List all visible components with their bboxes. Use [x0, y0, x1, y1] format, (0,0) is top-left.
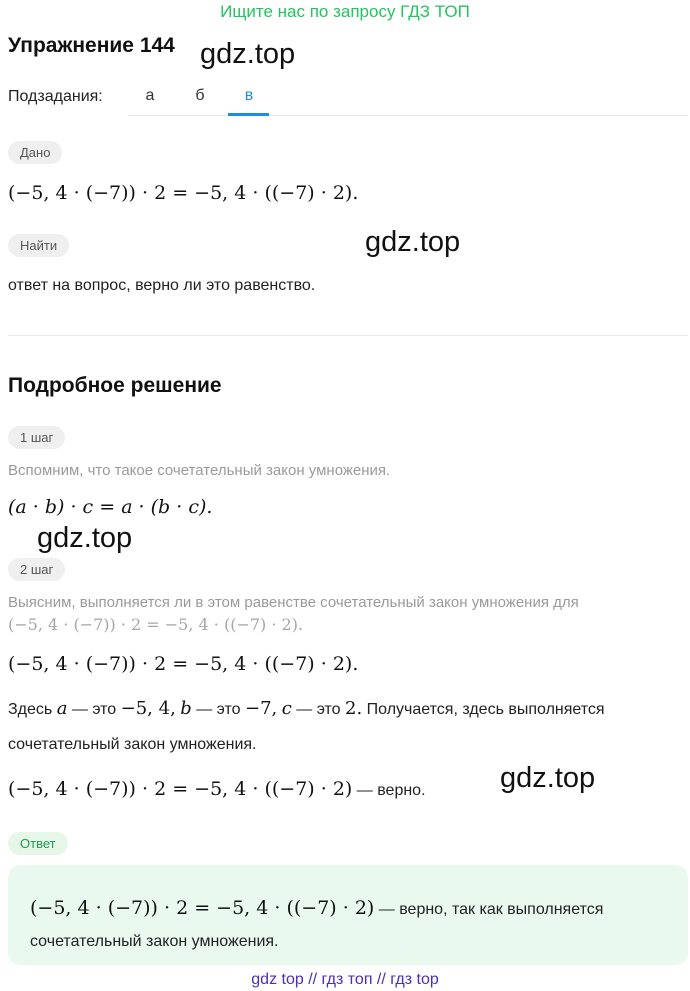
section-divider [8, 335, 688, 336]
explain-part: — это [196, 701, 241, 718]
value-c: 2. [345, 698, 363, 719]
watermark: gdz.top [500, 762, 596, 794]
watermark: gdz.top [37, 522, 133, 554]
answer-formula: (−5, 4 · (−7)) · 2 = −5, 4 · ((−7) · 2) [30, 897, 375, 919]
var-a: a [56, 698, 68, 719]
tab-b[interactable]: б [195, 87, 205, 104]
answer-line2: сочетательный закон умножения. [30, 933, 279, 950]
top-banner[interactable]: Ищите нас по запросу ГДЗ ТОП [220, 2, 470, 21]
watermark: gdz.top [365, 226, 461, 258]
tab-v[interactable]: в [244, 87, 254, 104]
subtasks-label: Подзадания: [8, 88, 103, 105]
conclusion-text: — верно. [356, 782, 426, 799]
page-title: Упражнение 144 [8, 34, 175, 57]
answer-chip: Ответ [8, 832, 68, 855]
explain-part: — это [71, 701, 117, 718]
step2-explanation [8, 698, 605, 719]
value-a: −5, 4, [120, 698, 176, 719]
answer-line1 [30, 897, 603, 919]
explain-part: Получается, здесь выполняется [366, 701, 605, 718]
solution-title: Подробное решение [8, 374, 222, 397]
given-formula: (−5, 4 · (−7)) · 2 = −5, 4 · ((−7) · 2). [8, 182, 359, 204]
step2-formula-gray: (−5, 4 · (−7)) · 2 = −5, 4 · ((−7) · 2). [8, 615, 304, 634]
value-b: −7, [245, 698, 278, 719]
step2-formula: (−5, 4 · (−7)) · 2 = −5, 4 · ((−7) · 2). [8, 653, 359, 675]
step2-text: Выясним, выполняется ли в этом равенстве сочетательный закон умножения для [8, 594, 579, 611]
given-chip: Дано [8, 141, 62, 164]
step2-explanation-line2: сочетательный закон умножения. [8, 736, 257, 753]
conclusion-formula: (−5, 4 · (−7)) · 2 = −5, 4 · ((−7) · 2) [8, 778, 353, 800]
step1-formula: (a · b) · c = a · (b · c). [8, 496, 213, 518]
tab-a[interactable]: а [145, 87, 155, 104]
step2-conclusion [8, 778, 426, 800]
step2-chip: 2 шаг [8, 558, 65, 581]
watermark: gdz.top [200, 38, 296, 70]
tabs-divider [128, 115, 688, 116]
var-b: b [180, 698, 192, 719]
active-tab-indicator [228, 113, 269, 116]
explain-part: Здесь [8, 701, 53, 718]
explain-part: — это [296, 701, 341, 718]
footer-links[interactable]: gdz top // гдз топ // гдз top [251, 971, 439, 988]
var-c: c [281, 698, 292, 719]
find-chip: Найти [8, 234, 69, 257]
find-text: ответ на вопрос, верно ли это равенство. [8, 277, 316, 294]
answer-text: — верно, так как выполняется [378, 901, 604, 918]
step1-text: Вспомним, что такое сочетательный закон умножения. [8, 462, 391, 479]
step1-chip: 1 шаг [8, 426, 65, 449]
